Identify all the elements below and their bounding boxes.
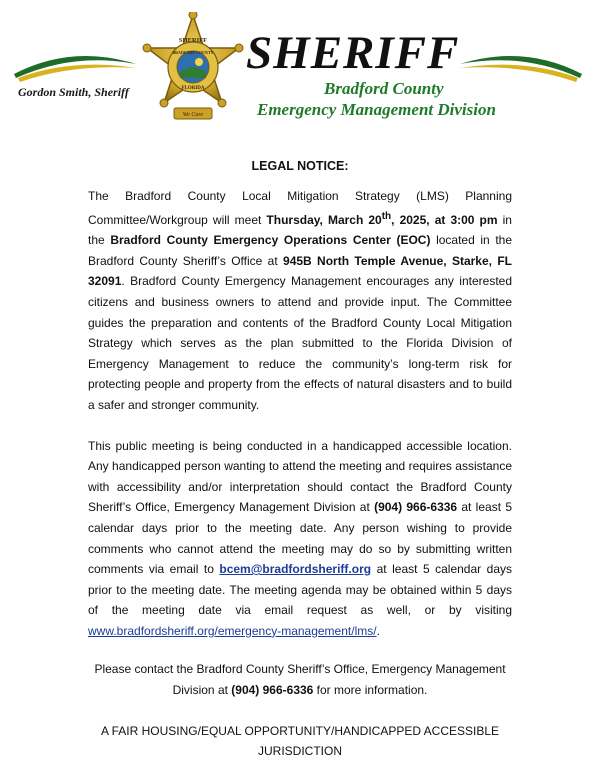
meeting-address: 945B North Temple Avenue, Starke, FL 32091 <box>88 253 512 289</box>
meeting-paragraph <box>88 186 512 416</box>
meeting-location: Bradford County Emergency Operations Center (EOC) <box>110 233 431 248</box>
accessibility-paragraph <box>88 436 512 642</box>
contact-phone: (904) 966-6336 <box>374 500 458 515</box>
contact-text-1: Please contact the Bradford County Sheriff’s Office, Emergency Management Division at <box>94 662 506 698</box>
p1-text-3: located in the Bradford County Sheriff’s Office at <box>88 233 513 268</box>
fair-housing-statement: A FAIR HOUSING/EQUAL OPPORTUNITY/HANDICAPPED ACCESSIBLE JURISDICTION <box>100 723 500 759</box>
badge-ring-text: BRADFORD COUNTY <box>172 50 214 55</box>
contact-paragraph <box>88 659 512 700</box>
badge-motto-text: We Care <box>182 112 204 118</box>
website-link[interactable]: www.bradfordsheriff.org/emergency-management/lms/ <box>88 623 377 638</box>
p2-text-2: at least 5 calendar days prior to the meeting date. Any person wishing to provide comments who cannot attend the meeting may do so by submitting written comments via email to <box>88 500 512 577</box>
legal-notice-body <box>88 156 512 762</box>
notice-heading: LEGAL NOTICE: <box>251 159 349 173</box>
p1-text-1: The Bradford County Local Mitigation Strategy (LMS) Planning Committee/Workgroup will meet <box>88 189 512 227</box>
county-name: Bradford County <box>324 79 444 98</box>
badge-top-text: SHERIFF <box>178 37 208 44</box>
p1-text-2: in the <box>88 212 512 248</box>
contact-phone-2: (904) 966-6336 <box>231 683 314 698</box>
p2-text-1: This public meeting is being conducted in a handicapped accessible location. Any handicapped person wanting to attend the meeting and requires assistance with accessibility and/or interpretation should contact the Bradford County Sheriff’s Office, Emergency Management Division at <box>88 438 512 515</box>
p1-text-4: . Bradford County Emergency Management encourages any interested citizens and business owners to attend and provide input. The Committee guides the preparation and contents of the Bradford County Local Mitigation Strategy which serves as the plan submitted to the Florida Division of Emergency Management to reduce the community’s long-term risk for protecting people and property from the effects of natural disasters and to build a safer and stronger community. <box>88 274 512 412</box>
p2-text-4: . <box>376 623 380 638</box>
email-link[interactable]: bcem@bradfordsheriff.org <box>219 562 372 577</box>
badge-bottom-text: FLORIDA <box>181 86 205 91</box>
letterhead <box>0 0 600 150</box>
division-name: Emergency Management Division <box>257 100 496 119</box>
sheriff-name: Gordon Smith, Sheriff <box>18 85 129 99</box>
p2-text-3: at least 5 calendar days prior to the meeting date. The meeting agenda may be obtained within 5 days of the meeting date via email request as well, or by visiting <box>88 562 512 618</box>
swoosh-right-decoration <box>458 44 584 84</box>
swoosh-left-decoration <box>12 44 138 84</box>
sheriff-title: SHERIFF <box>246 27 460 79</box>
contact-text-2: for more information. <box>313 683 428 698</box>
sheriff-star-badge-icon <box>136 12 250 126</box>
meeting-date: Thursday, March 20th, 2025, at 3:00 pm <box>266 210 498 227</box>
